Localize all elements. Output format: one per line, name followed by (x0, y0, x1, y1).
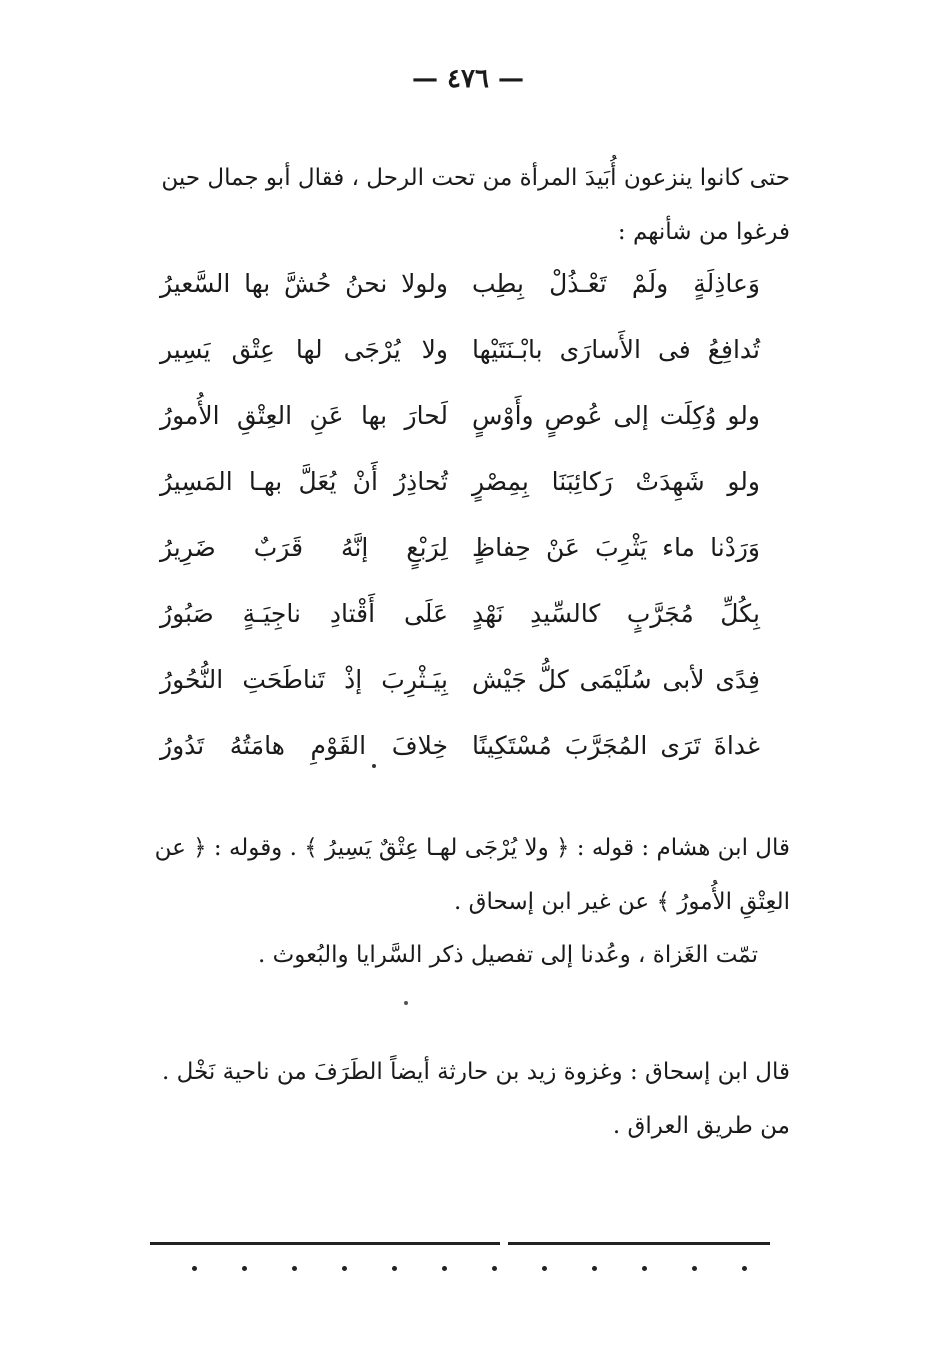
poem-verse (160, 712, 760, 778)
poem-verse (160, 382, 760, 448)
poem-verse (160, 514, 760, 580)
verse-first-hemistich: وَرَدْنا ماء يَثْرِبَ عَنْ حِفاظٍ (472, 532, 760, 562)
verse-second-hemistich: لِرَبْعٍ إنَّهُ قَرَبٌ ضَرِيرُ (160, 532, 448, 562)
verse-second-hemistich: بِيَـثْرِبَ إذْ تَناطَحَتِ النُّحُورُ (160, 664, 448, 694)
verse-second-hemistich: خِلافَ القَوْمِ هامَتُهُ تَدُورُ (160, 730, 448, 760)
footer-dot (392, 1266, 397, 1271)
verse-first-hemistich: ولو شَهِدَتْ رَكائِبَنَا بِمِصْرٍ (472, 466, 760, 496)
ibn-hisham-note: قال ابن هشام : قوله : ﴿ ولا يُرْجَى لهـا عِتْقٌ يَسِيرُ ﴾ . وقوله : ﴿ عن العِتْقِ الأُمورُ ﴾ عن غير ابن إسحاق . (154, 835, 790, 915)
poem-verse (160, 448, 760, 514)
footer-dot (642, 1266, 647, 1271)
intro-paragraph: حتى كانوا ينزعون أُبَيدَ المرأة من تحت الرحل ، فقال أبو جمال حين فرغوا من شأنهم : (161, 165, 790, 245)
footer-dot (292, 1266, 297, 1271)
footer-dot (492, 1266, 497, 1271)
verse-first-hemistich: بِكُلِّ مُجَرَّبٍ كالسِّيدِ نَهْدٍ (472, 598, 760, 628)
raid-paragraph: قال ابن إسحاق : وغزوة زيد بن حارثة أيضاً الطَرَفَ من ناحية نَخْل . من طريق العراق . (162, 1059, 790, 1139)
footer-rule (150, 1242, 500, 1245)
footer-dot (192, 1266, 197, 1271)
footer-dot (242, 1266, 247, 1271)
verse-second-hemistich: ولا يُرْجَى لها عِتْق يَسِير (160, 334, 448, 364)
poem-verse (160, 250, 760, 316)
verse-first-hemistich: وَعاذِلَةٍ ولَمْ تَعْـذُلْ بِطِب (472, 268, 760, 298)
separator-dot (404, 1001, 408, 1005)
footer-dot (342, 1266, 347, 1271)
footer-dot-row (192, 1266, 752, 1274)
verse-second-hemistich: تُحاذِرُ أَنْ يُعَلَّ بهـا المَسِيرُ (160, 466, 448, 496)
section-end-line: تمّت الغَزاة ، وعُدنا إلى تفصيل ذكر السَّرايا والبُعوث . (257, 942, 758, 968)
verse-first-hemistich: فِدًى لأبى سُلَيْمَى كلُّ جَيْش (472, 664, 760, 694)
verse-first-hemistich: ولو وُكِلَت إلى عُوصٍ وأَوْسٍ (472, 400, 760, 430)
poem-verse (160, 316, 760, 382)
verse-second-hemistich: لَحارَ بها عَنِ العِتْقِ الأُمورُ (160, 400, 448, 430)
poem-verse (160, 646, 760, 712)
verse-first-hemistich: غداةَ تَرَى المُجَرَّبَ مُسْتَكِينًا (472, 730, 760, 760)
verse-first-hemistich: تُدافِعُ فى الأَسارَى بابْـنَتَيْها (472, 334, 760, 364)
poem-verse (160, 580, 760, 646)
verse-second-hemistich: ولولا نحنُ حُشَّ بها السَّعيرُ (160, 268, 448, 298)
page-number: — ٤٧٦ — (411, 64, 525, 94)
footer-rule (508, 1242, 770, 1245)
verse-second-hemistich: عَلَى أَقْتادِ ناجِيَـةٍ صَبُورُ (160, 598, 448, 628)
footer-dot (692, 1266, 697, 1271)
separator-dot (372, 764, 376, 768)
footer-dot (542, 1266, 547, 1271)
footer-dot (592, 1266, 597, 1271)
poem (160, 250, 760, 778)
footer-dot (442, 1266, 447, 1271)
footer-dot (742, 1266, 747, 1271)
